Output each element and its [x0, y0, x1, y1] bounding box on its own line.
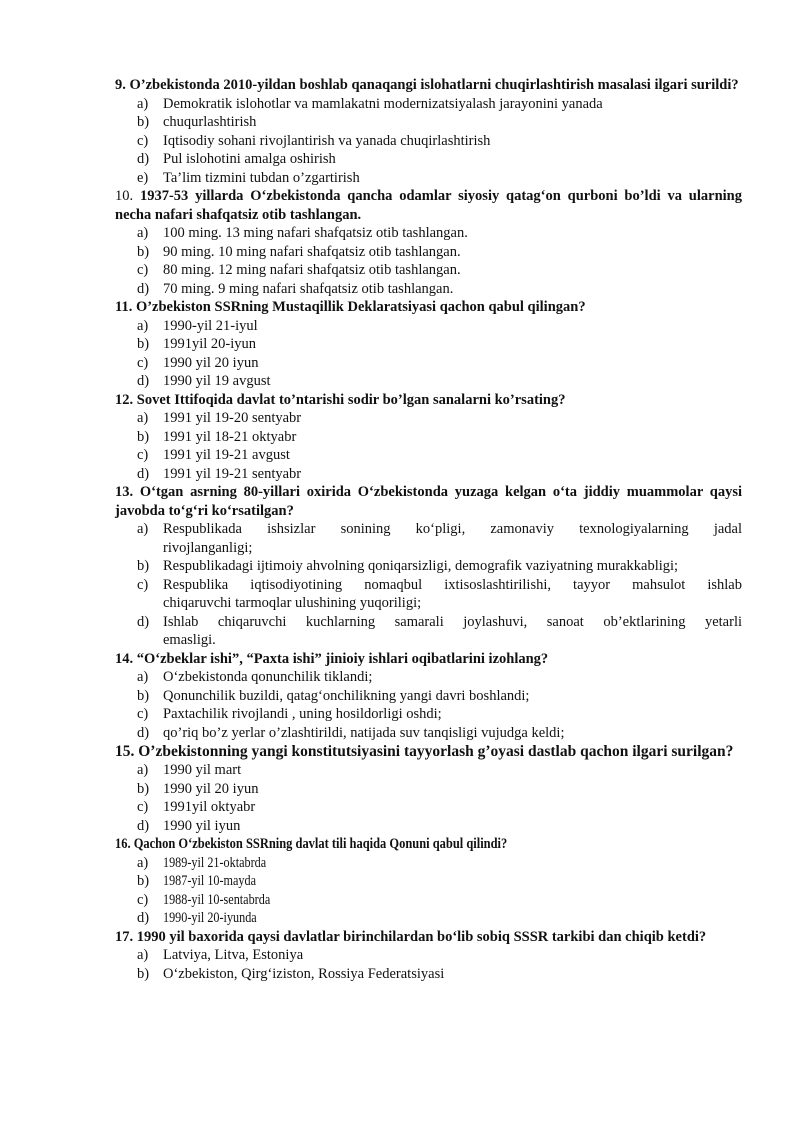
question-text: 13. O‘tgan asrning 80-yillari oxirida O‘zbekistonda yuzaga kelgan o‘ta jiddiy muammolar qaysi javobda to‘g‘ri ko‘rsatilgan?	[115, 484, 742, 519]
option: c) Respublika iqtisodiyotining nomaqbul ixtisoslashtirilishi, tayyor mahsulot ishlab chiqaruvchi tarmoqlar ulushining yuqoriligi;	[137, 576, 742, 611]
question-9	[115, 76, 742, 187]
option: a) 1991 yil 19-20 sentyabr	[137, 410, 302, 426]
question-text: 17. 1990 yil baxorida qaysi davlatlar birinchilardan bo‘lib sobiq SSSR tarkibi dan chiqib ketdi?	[115, 928, 707, 945]
question-16	[115, 835, 742, 928]
option: d) 1991 yil 19-21 sentyabr	[137, 465, 302, 482]
question-text: 14. “O‘zbeklar ishi”, “Paxta ishi” jinioiy ishlari oqibatlarini izohlang?	[115, 650, 549, 667]
question-text: 9. O’zbekistonda 2010-yildan boshlab qanaqangi islohatlarni chuqirlashtirish masalasi ilgari surildi?	[115, 77, 739, 93]
options-list	[115, 409, 742, 483]
option: c) 1991 yil 19-21 avgust	[137, 447, 290, 463]
option: d) 70 ming. 9 ming nafari shafqatsiz otib tashlangan.	[137, 280, 454, 297]
option: b) 1991yil 20-iyun	[137, 336, 257, 352]
question-15	[115, 742, 742, 835]
option: b) Respublikadagi ijtimoiy ahvolning qoniqarsizligi, demografik vaziyatning murakkabligi;	[137, 558, 679, 574]
option: b) Qonunchilik buzildi, qatag‘onchilikning yangi davri boshlandi;	[137, 687, 530, 704]
options-list	[115, 520, 742, 650]
option: d) 1990 yil 19 avgust	[137, 373, 271, 389]
option: a) 1990-yil 21-iyul	[137, 317, 258, 334]
option: b) 1987-yil 10-mayda	[137, 873, 257, 889]
option: a) O‘zbekistonda qonunchilik tiklandi;	[137, 669, 373, 685]
option: b) 90 ming. 10 ming nafari shafqatsiz otib tashlangan.	[137, 243, 461, 260]
question-text: 10. 1937-53 yillarda O‘zbekistonda qancha odamlar siyosiy qatag‘on qurboni bo’ldi va ularning necha nafari shafqatsiz otib tashlangan.	[115, 188, 742, 223]
option: c) 1988-yil 10-sentabrda	[137, 891, 271, 908]
option: e) Ta’lim tizmini tubdan o’zgartirish	[137, 169, 360, 186]
options-list	[115, 946, 742, 983]
question-text: 15. O’zbekistonning yangi konstitutsiyasini tayyorlash g’oyasi dastlab qachon ilgari surilgan?	[115, 743, 734, 760]
option: c) 1991yil oktyabr	[137, 799, 256, 815]
option: a) 1989-yil 21-oktabrda	[137, 854, 267, 871]
option: a) Demokratik islohotlar va mamlakatni modernizatsiyalash jarayonini yanada	[137, 95, 603, 112]
question-14	[115, 650, 742, 743]
options-list	[115, 317, 742, 391]
options-list	[115, 761, 742, 835]
option: c) 1990 yil 20 iyun	[137, 354, 259, 371]
option: a) Respublikada ishsizlar sonining ko‘pligi, zamonaviy texnologiyalarning jadal rivojlanganligi;	[137, 521, 742, 556]
options-list	[115, 224, 742, 298]
option: b) 1991 yil 18-21 oktyabr	[137, 428, 297, 445]
options-list	[115, 668, 742, 742]
options-list	[115, 854, 742, 928]
option: d) Ishlab chiqaruvchi kuchlarning samarali joylashuvi, sanoat ob’ektlarining yetarli emasligi.	[137, 613, 742, 648]
option: d) Pul islohotini amalga oshirish	[137, 151, 336, 167]
question-10	[115, 187, 742, 298]
options-list	[115, 95, 742, 188]
question-text: 11. O’zbekiston SSRning Mustaqillik Deklaratsiyasi qachon qabul qilingan?	[115, 299, 586, 315]
option: a) Latviya, Litva, Estoniya	[137, 947, 304, 963]
option: d) 1990-yil 20-iyunda	[137, 910, 257, 926]
option: c) Iqtisodiy sohani rivojlantirish va yanada chuqirlashtirish	[137, 132, 491, 149]
option: d) qo’riq bo’z yerlar o’zlashtirildi, natijada suv tanqisligi vujudga keldi;	[137, 724, 565, 741]
question-13	[115, 483, 742, 650]
option: b) chuqurlashtirish	[137, 114, 257, 130]
option: b) 1990 yil 20 iyun	[137, 780, 259, 797]
question-text: 16. Qachon O‘zbekiston SSRning davlat tili haqida Qonuni qabul qilindi?	[115, 836, 508, 852]
option: c) 80 ming. 12 ming nafari shafqatsiz otib tashlangan.	[137, 262, 461, 278]
question-11	[115, 298, 742, 391]
question-text: 12. Sovet Ittifoqida davlat to’ntarishi sodir bo’lgan sanalarni ko’rsating?	[115, 391, 566, 408]
option: d) 1990 yil iyun	[137, 817, 241, 834]
quiz-page	[115, 76, 742, 983]
option: a) 100 ming. 13 ming nafari shafqatsiz otib tashlangan.	[137, 225, 468, 241]
option: c) Paxtachilik rivojlandi , uning hosildorligi oshdi;	[137, 706, 442, 722]
question-12	[115, 391, 742, 484]
question-17	[115, 928, 742, 984]
option: b) O‘zbekiston, Qirg‘iziston, Rossiya Federatsiyasi	[137, 965, 445, 982]
option: a) 1990 yil mart	[137, 762, 242, 778]
